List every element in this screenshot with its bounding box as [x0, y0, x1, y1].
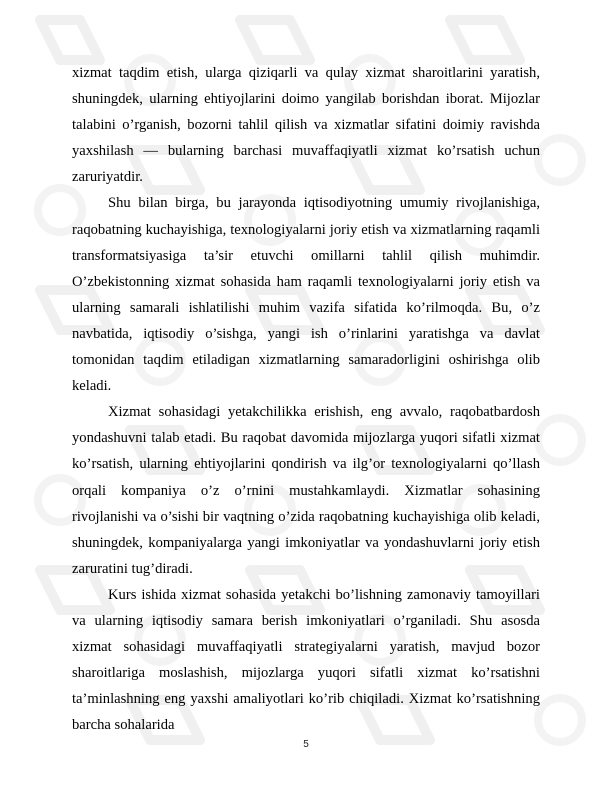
document-body	[72, 60, 540, 738]
paragraph: Kurs ishida xizmat sohasida yetakchi bo’lishning zamonaviy tamoyillari va ularning iqtisodiy samara berish imkoniyatlari o’rganiladi. Shu asosda xizmat sohasidagi muvaffaqiyatli strategiyalarni yaratish, mavjud bozor sharoitlariga moslashish, mijozlarga yuqori sifatli xizmat ko’rsatishni ta’minlashning eng yaxshi amaliyotlari ko’rib chiqiladi. Xizmat ko’rsatishning barcha sohalarida	[72, 586, 540, 734]
paragraph: Xizmat sohasidagi yetakchilikka erishish, eng avvalo, raqobatbardosh yondashuvni talab etadi. Bu raqobat davomida mijozlarga yuqori sifatli xizmat ko’rsatish, ularning ehtiyojlarini qondirish va ilg’or texnologiyalarni qo’llash orqali kompaniya o’z o’rnini mustahkamlaydi. Xizmatlar sohasining rivojlanishi va o’sishi bir vaqtning o’zida raqobatning kuchayishiga olib keladi, shuningdek, kompaniyalarga yangi imkoniyatlar va yondashuvlarni joriy etish zaruratini tug’diradi.	[72, 404, 540, 577]
paragraph-continuation: xizmat taqdim etish, ularga qiziqarli va qulay xizmat sharoitlarini yaratish, shuningdek, ularning ehtiyojlarini doimo yangilab borishdan iborat. Mijozlar talabini o’rganish, bozorni tahlil qilish va xizmatlar sifatini doimiy ravishda yaxshilash — bularning barchasi muvaffaqiyatli xizmat ko’rsatish uchun zaruriyatdir.	[72, 65, 540, 186]
paragraph: Shu bilan birga, bu jarayonda iqtisodiyotning umumiy rivojlanishiga, raqobatning kuchayishiga, texnologiyalarni joriy etish va xizmatlarning raqamli transformatsiyasiga ta’sir etuvchi omillarni tahlil qilish muhimdir. O’zbekistonning xizmat sohasida ham raqamli texnologiyalarni joriy etish va ularning samarali ishlatilishi muhim vazifa sifatida ko’rilmoqda. Bu, o’z navbatida, iqtisodiy o’sishga, yangi ish o’rinlarini yaratishga va davlat tomonidan taqdim etiladigan xizmatlarning samaradorligini oshirishga olib keladi.	[72, 195, 540, 395]
page-number: 5	[303, 739, 309, 750]
